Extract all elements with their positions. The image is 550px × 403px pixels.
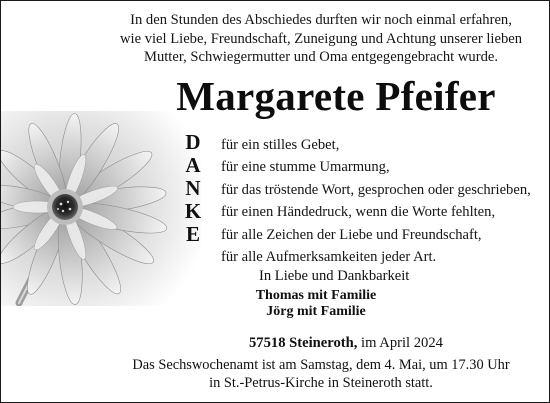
thanks-list	[221, 134, 546, 268]
thanks-line: für einen Händedruck, wenn die Worte fehlten,	[221, 204, 496, 221]
place-town: 57518 Steineroth,	[249, 335, 358, 351]
family-member: Thomas mit Familie	[255, 288, 377, 303]
family-signatures	[221, 288, 411, 320]
service-announcement	[91, 356, 550, 392]
thanks-line: für alle Aufmerksamkeiten jeder Art.	[221, 249, 437, 266]
intro-line: Mutter, Schwiegermutter und Oma entgegengebracht wurde.	[143, 49, 498, 65]
place-and-date	[249, 334, 443, 352]
family-member: Jörg mit Familie	[266, 304, 366, 319]
intro-line: wie viel Liebe, Freundschaft, Zuneigung und Achtung unserer lieben	[119, 30, 523, 47]
danke-letter: E	[185, 222, 200, 246]
thanks-line: für alle Zeichen der Liebe und Freundschaft,	[221, 226, 482, 243]
footer-line: Das Sechswochenamt ist am Samstag, dem 4. Mai, um 17.30 Uhr	[132, 357, 510, 373]
danke-letter: A	[185, 153, 201, 177]
intro-line: In den Stunden des Abschiedes durften wir noch einmal erfahren,	[130, 12, 512, 28]
danke-letter: N	[185, 176, 201, 200]
intro-text	[111, 11, 531, 67]
thanks-line: für das tröstende Wort, gesprochen oder geschrieben,	[221, 181, 531, 198]
closing-phrase: In Liebe und Dankbarkeit	[259, 268, 410, 284]
danke-vertical-word	[181, 131, 205, 246]
gerbera-flower-icon	[1, 111, 201, 306]
danke-letter: K	[184, 199, 202, 223]
place-date: im April 2024	[361, 335, 443, 351]
danke-letter: D	[185, 130, 201, 154]
footer-line: in St.-Petrus-Kirche in Steineroth statt.	[209, 375, 433, 391]
deceased-name: Margarete Pfeifer	[176, 73, 496, 119]
thanks-line: für eine stumme Umarmung,	[221, 159, 390, 176]
thanks-line: für ein stilles Gebet,	[221, 137, 340, 153]
